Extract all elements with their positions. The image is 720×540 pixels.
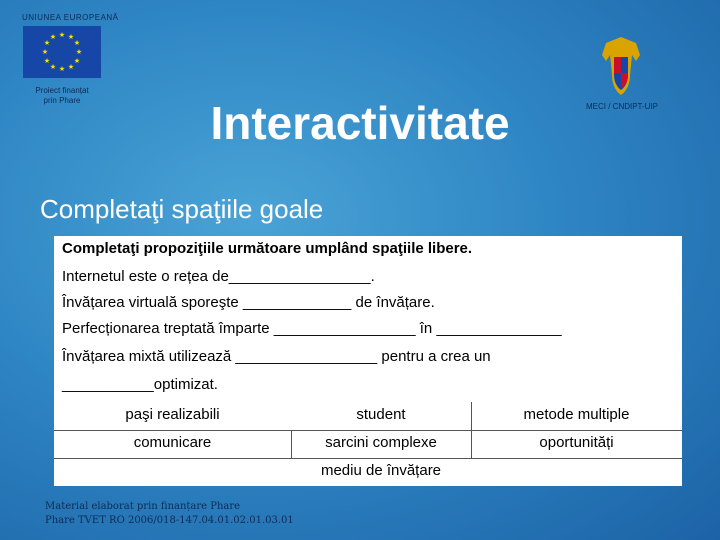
exercise-instruction: Completaţi propoziţiile următoare umplând spaţiile libere. [62,240,473,257]
eu-label: UNIUNEA EUROPEANĂ [22,13,119,22]
slide-subtitle: Completaţi spaţiile goale [40,194,324,224]
option-cell: student [356,406,406,423]
option-cell: oportunități [539,434,614,451]
footer [45,500,294,528]
footer-line2: Phare TVET RO 2006/018-147.04.01.02.01.03.01 [45,515,294,526]
exercise-sentence: Învățarea mixtă utilizează _________________ pentru a crea un [62,348,491,365]
exercise-sentence: Internetul este o rețea de_________________. [62,268,375,285]
exercise-sentence: ___________optimizat. [62,376,218,393]
project-label-line1: Proiect finanțat [35,86,89,95]
slide-title: Interactivitate [210,97,510,149]
exercise-sentence: Învățarea virtuală sporeşte _____________ de învățare. [62,294,435,311]
option-cell: metode multiple [523,406,630,423]
svg-text:★: ★ [58,65,66,73]
svg-text:★: ★ [73,57,81,65]
option-cell: sarcini complexe [325,434,437,451]
option-cell: paşi realizabili [125,406,220,423]
project-label-line2: prin Phare [43,96,81,105]
svg-text:★: ★ [41,48,49,56]
ministry-label: MECI / CNDIPT-UIP [586,102,659,111]
svg-text:★: ★ [67,33,75,41]
table-divider [54,458,682,459]
romania-coat-of-arms-icon [596,35,646,97]
footer-line1: Material elaborat prin finanțare Phare [45,501,241,512]
exercise-sentence: Perfecționarea treptată împarte _________________ în _______________ [62,320,562,337]
option-cell: mediu de învățare [320,462,442,479]
table-divider [54,430,682,431]
svg-text:★: ★ [49,63,57,71]
option-cell: comunicare [133,434,212,451]
svg-text:★: ★ [73,39,81,47]
options-table [54,402,682,486]
svg-text:★: ★ [67,63,75,71]
svg-text:★: ★ [43,57,51,65]
svg-text:★: ★ [49,33,57,41]
svg-text:★: ★ [43,39,51,47]
eu-flag-icon [23,26,101,78]
svg-text:★: ★ [58,31,66,39]
svg-text:★: ★ [75,48,83,56]
exercise-panel [54,236,682,486]
